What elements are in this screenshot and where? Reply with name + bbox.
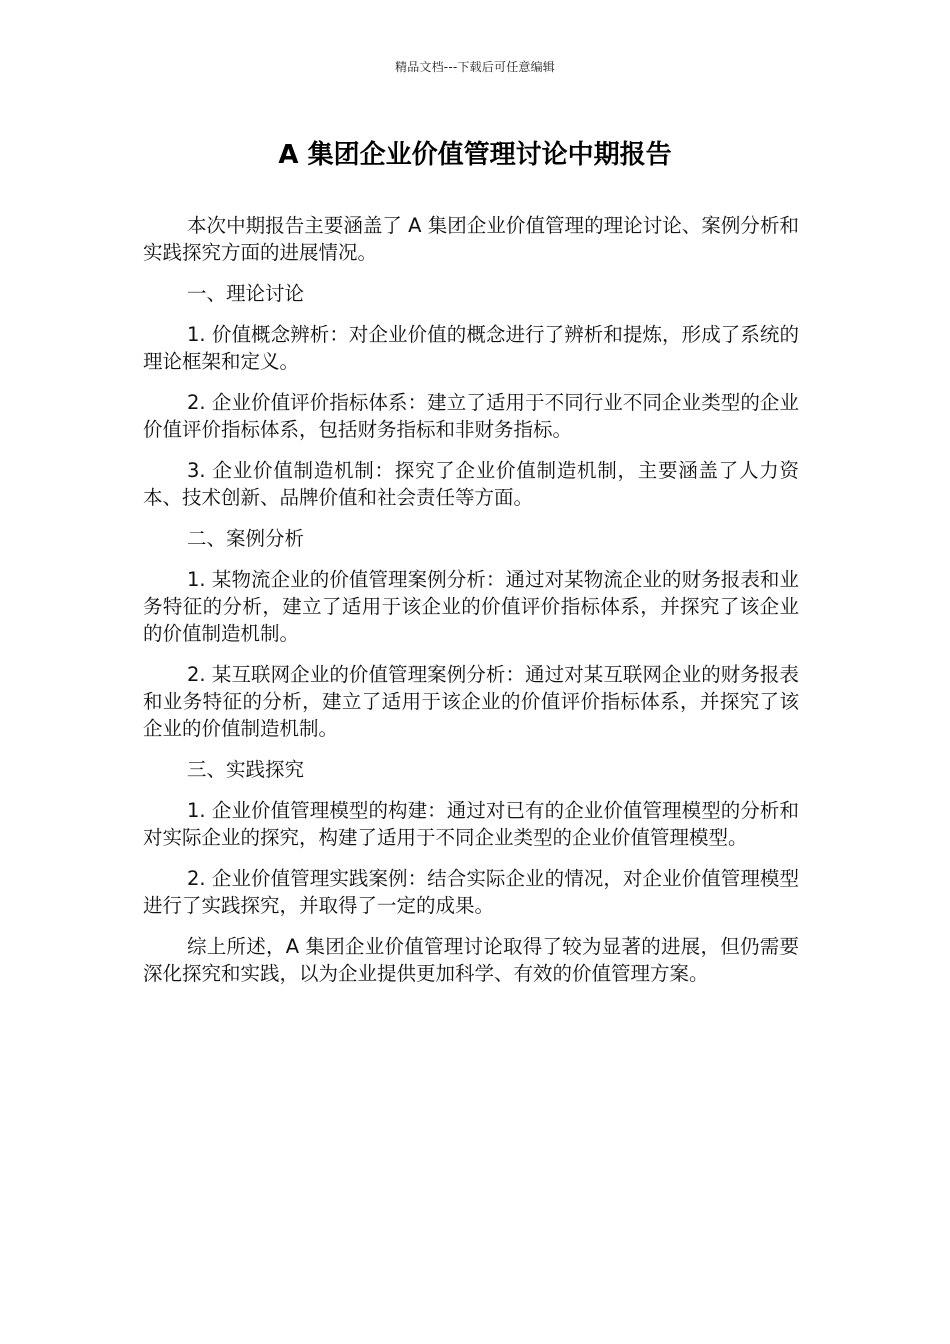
page-header: 精品文档---下载后可任意编辑 bbox=[395, 60, 555, 74]
document-body bbox=[143, 212, 799, 1001]
section-heading-practice: 三、实践探究 bbox=[187, 758, 305, 781]
theory-item-3: 3. 企业价值制造机制：探究了企业价值制造机制，主要涵盖了人力资本、技术创新、品牌价值和社会责任等方面。 bbox=[143, 459, 799, 509]
intro-paragraph: 本次中期报告主要涵盖了 A 集团企业价值管理的理论讨论、案例分析和实践探究方面的进展情况。 bbox=[143, 214, 799, 264]
case-item-1: 1. 某物流企业的价值管理案例分析：通过对某物流企业的财务报表和业务特征的分析，建立了适用于该企业的价值评价指标体系，并探究了该企业的价值制造机制。 bbox=[143, 568, 799, 645]
case-item-2: 2. 某互联网企业的价值管理案例分析：通过对某互联网企业的财务报表和业务特征的分析，建立了适用于该企业的价值评价指标体系，并探究了该企业的价值制造机制。 bbox=[143, 663, 799, 740]
section-heading-theory: 一、理论讨论 bbox=[187, 282, 305, 305]
practice-item-2: 2. 企业价值管理实践案例：结合实际企业的情况，对企业价值管理模型进行了实践探究，并取得了一定的成果。 bbox=[143, 867, 799, 917]
theory-item-1: 1. 价值概念辨析：对企业价值的概念进行了辨析和提炼，形成了系统的理论框架和定义。 bbox=[143, 323, 799, 373]
section-heading-cases: 二、案例分析 bbox=[187, 527, 305, 550]
theory-item-2: 2. 企业价值评价指标体系：建立了适用于不同行业不同企业类型的企业价值评价指标体系，包括财务指标和非财务指标。 bbox=[143, 391, 799, 441]
conclusion-paragraph: 综上所述，A 集团企业价值管理讨论取得了较为显著的进展，但仍需要深化探究和实践，以为企业提供更加科学、有效的价值管理方案。 bbox=[143, 935, 799, 985]
document-title: A 集团企业价值管理讨论中期报告 bbox=[278, 140, 672, 170]
practice-item-1: 1. 企业价值管理模型的构建：通过对已有的企业价值管理模型的分析和对实际企业的探究，构建了适用于不同企业类型的企业价值管理模型。 bbox=[143, 799, 799, 849]
